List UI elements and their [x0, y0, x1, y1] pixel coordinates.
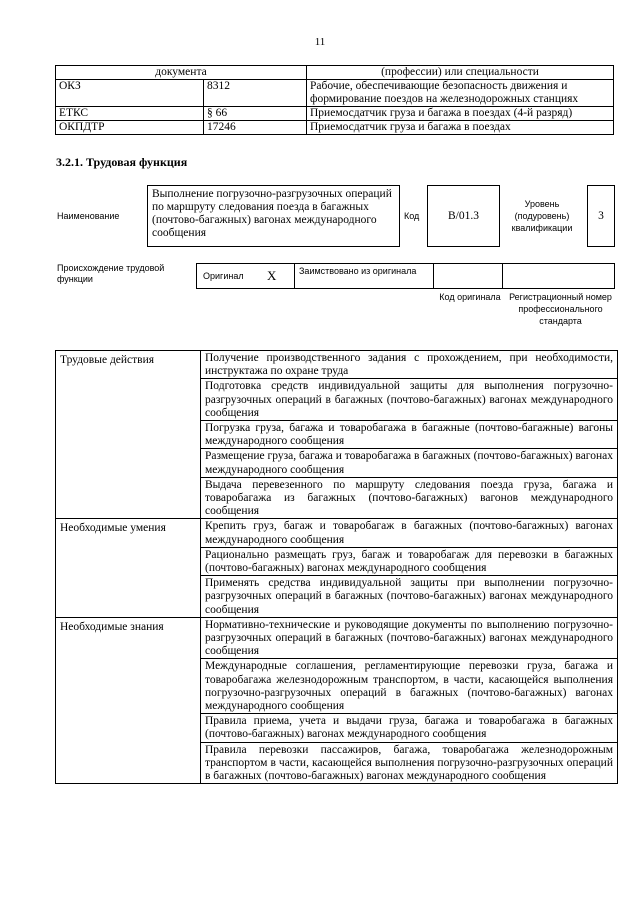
origin-label: Происхождение трудовой функции	[57, 263, 165, 284]
codes-row	[56, 107, 614, 121]
codes-doc: ЕТКС	[56, 107, 204, 121]
section-label-skills: Необходимые умения	[56, 519, 201, 617]
original-label: Оригинал	[203, 271, 244, 281]
reg-number-cell	[502, 263, 615, 289]
codes-code: 8312	[203, 80, 306, 107]
function-level: 3	[587, 185, 615, 247]
list-item: Применять средства индивидуальной защиты при выполнении погрузочно-разгрузочных операций в багажных (почтово-багажных) вагонах международного сообщения	[201, 576, 618, 618]
level-label: Уровень (подуровень) квалификации	[511, 199, 573, 233]
list-item: Подготовка средств индивидуальной защиты для выполнения погрузочно-разгрузочных операций в багажных (почтово-багажных) вагонах международного сообщения	[201, 379, 618, 421]
original-mark: X	[267, 268, 277, 283]
table-row	[56, 519, 618, 547]
codes-name: Рабочие, обеспечивающие безопасность движения и формирование поездов на железнодорожных станциях	[307, 80, 614, 107]
code-original-caption: Код оригинала	[439, 292, 501, 302]
original-code-cell	[433, 263, 503, 289]
table-row	[56, 351, 618, 379]
list-item: Погрузка груза, багажа и товаробагажа в багажные (почтово-багажные) вагоны международного сообщения	[201, 421, 618, 449]
origin-original-cell	[196, 263, 295, 289]
codes-name: Приемосдатчик груза и багажа в поездах (4-й разряд)	[307, 107, 614, 121]
codes-code: 17246	[203, 121, 306, 135]
codes-row	[56, 121, 614, 135]
reg-number-caption: Регистрационный номер профессионального стандарта	[509, 292, 612, 326]
codes-code: § 66	[203, 107, 306, 121]
function-content-table	[55, 350, 618, 784]
codes-table-header	[56, 66, 614, 80]
list-item: Размещение груза, багажа и товаробагажа в багажных (почтово-багажных) вагонах международного сообщения	[201, 449, 618, 477]
list-item: Правила приема, учета и выдачи груза, багажа и товаробагажа в багажных (почтово-багажных) вагонах международного сообщения	[201, 714, 618, 742]
header-document: документа	[56, 66, 307, 80]
codes-name: Приемосдатчик груза и багажа в поездах	[307, 121, 614, 135]
list-item: Нормативно-технические и руководящие документы по выполнению погрузочно-разгрузочных операций в багажных (почтово-багажных) вагонах международного сообщения	[201, 617, 618, 659]
list-item: Выдача перевезенного по маршруту следования поезда груза, багажа и товаробагажа из багажных (почтово-багажных) вагонов международного сообщения	[201, 477, 618, 519]
list-item: Правила перевозки пассажиров, багажа, товаробагажа железнодорожным транспортом в части, касающейся выполнения погрузочно-разгрузочных операций в багажных (почтово-багажных) вагонах международного сообщения	[201, 742, 618, 784]
function-code: В/01.3	[427, 185, 500, 247]
codes-doc: ОКЗ	[56, 80, 204, 107]
codes-doc: ОКПДТР	[56, 121, 204, 135]
list-item: Рационально размещать груз, багаж и товаробагаж для перевозки в багажных (почтово-багажных) вагонах международного сообщения	[201, 547, 618, 575]
borrowed-cell: Заимствовано из оригинала	[294, 263, 434, 289]
header-profession: (профессии) или специальности	[307, 66, 614, 80]
codes-table	[55, 65, 614, 135]
code-label: Код	[404, 211, 420, 221]
list-item: Международные соглашения, регламентирующие перевозки груза, багажа и товаробагажа железнодорожным транспортом, в части, касающейся выполнения погрузочно-разгрузочных операций в багажных (почтово-багажных) вагонах международного сообщения	[201, 659, 618, 714]
list-item: Получение производственного задания с прохождением, при необходимости, инструктажа по охране труда	[201, 351, 618, 379]
section-label-knowledge: Необходимые знания	[56, 617, 201, 783]
table-row	[56, 617, 618, 659]
section-title: 3.2.1. Трудовая функция	[56, 155, 188, 169]
function-name: Выполнение погрузочно-разгрузочных операций по маршруту следования поезда в багажных (почтово-багажных) вагонах международного сообщения	[147, 185, 400, 247]
name-label: Наименование	[57, 211, 120, 221]
section-label-actions: Трудовые действия	[56, 351, 201, 519]
codes-row	[56, 80, 614, 107]
list-item: Крепить груз, багаж и товаробагаж в багажных (почтово-багажных) вагонах международного сообщения	[201, 519, 618, 547]
page-number: 11	[314, 36, 326, 48]
